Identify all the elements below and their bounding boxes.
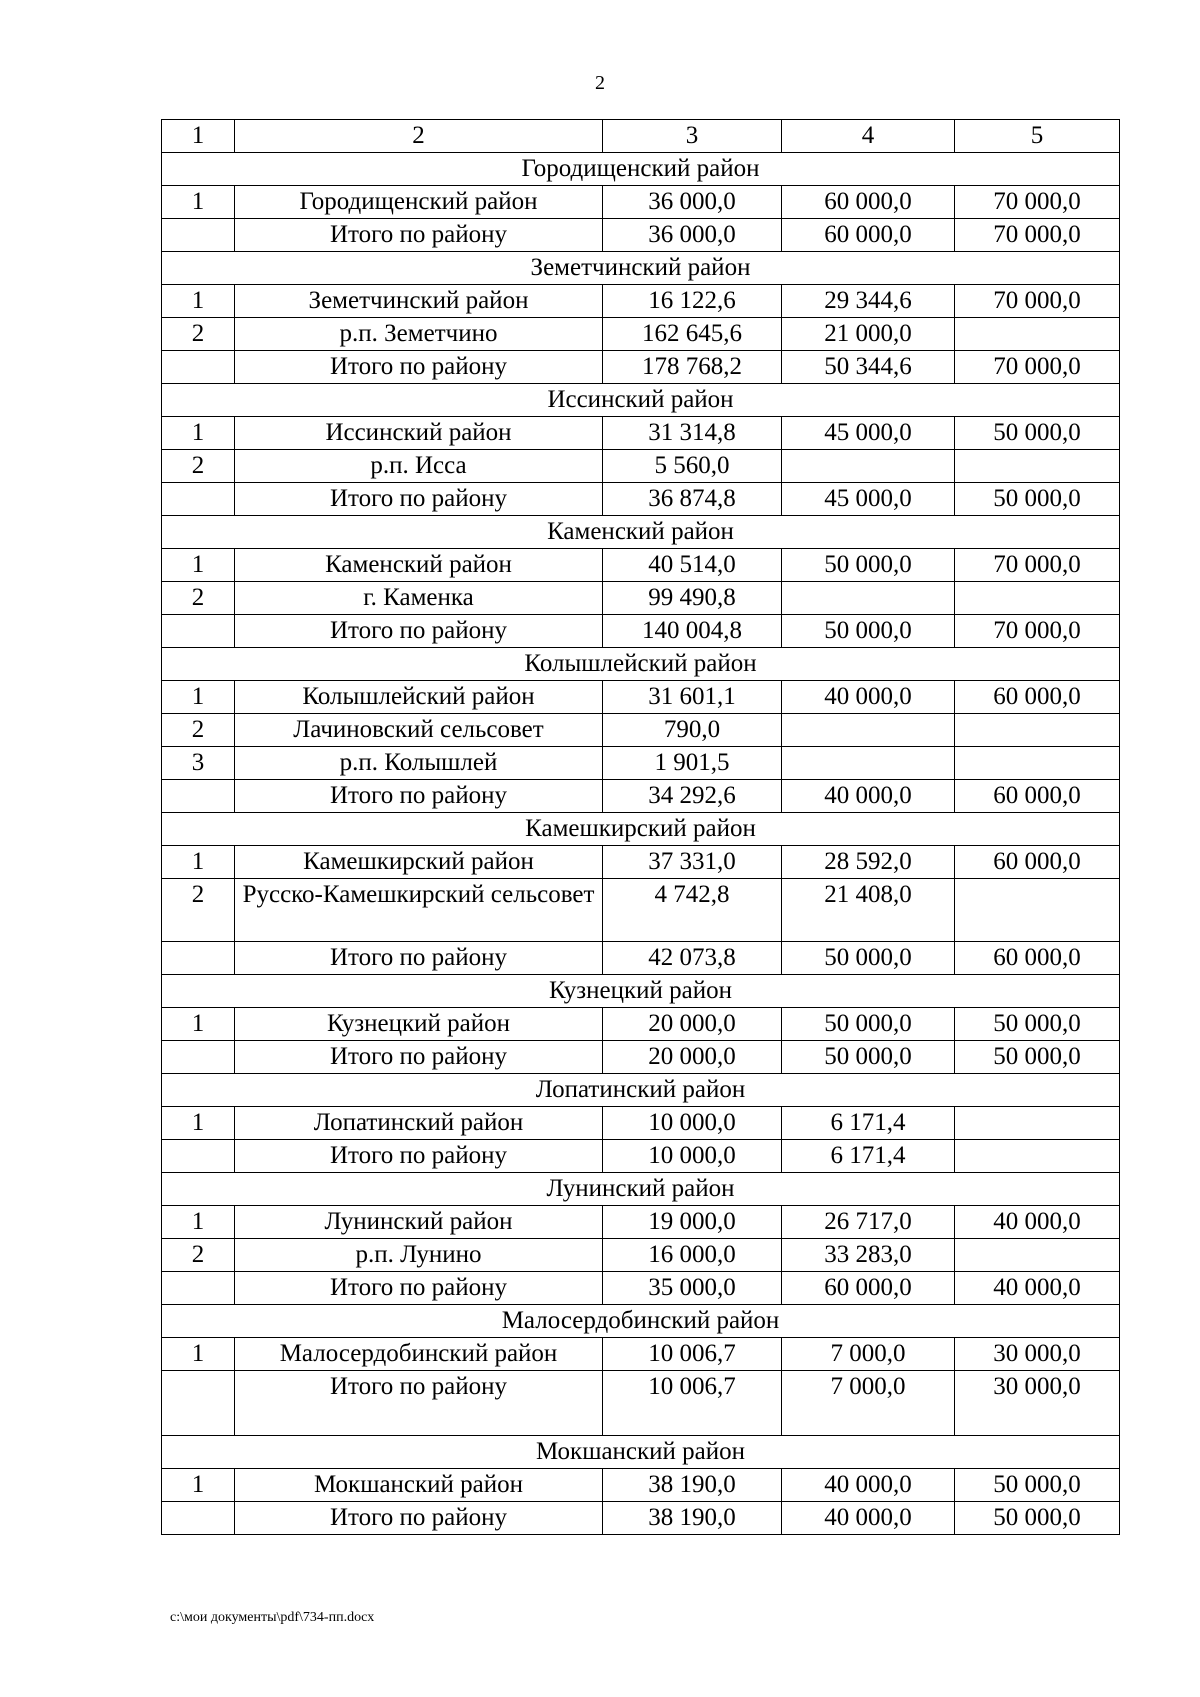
municipality-name: Итого по району [235, 615, 603, 648]
municipality-name: Итого по району [235, 1041, 603, 1074]
district-total-row [162, 1371, 1120, 1436]
district-section-row [162, 153, 1120, 186]
district-total-row [162, 483, 1120, 516]
row-number: 1 [162, 1469, 235, 1502]
row-number: 1 [162, 1206, 235, 1239]
row-number: 2 [162, 582, 235, 615]
amount-col-5: 30 000,0 [955, 1338, 1120, 1371]
table-row [162, 1239, 1120, 1272]
row-number [162, 351, 235, 384]
district-section-row [162, 1305, 1120, 1338]
header-row [162, 120, 1120, 153]
district-total-row [162, 219, 1120, 252]
municipality-name: Иссинский район [235, 417, 603, 450]
row-number: 2 [162, 879, 235, 942]
amount-col-4: 33 283,0 [782, 1239, 955, 1272]
amount-col-4: 40 000,0 [782, 681, 955, 714]
municipality-name: Итого по району [235, 1502, 603, 1535]
table-row [162, 318, 1120, 351]
row-number: 2 [162, 450, 235, 483]
district-total-row [162, 351, 1120, 384]
amount-col-4: 60 000,0 [782, 186, 955, 219]
municipality-name: Каменский район [235, 549, 603, 582]
district-section-row [162, 813, 1120, 846]
municipality-name: Итого по району [235, 942, 603, 975]
amount-col-5 [955, 1140, 1120, 1173]
amount-col-3: 4 742,8 [603, 879, 782, 942]
district-total-row [162, 1272, 1120, 1305]
municipality-name: Камешкирский район [235, 846, 603, 879]
amount-col-3: 5 560,0 [603, 450, 782, 483]
amount-col-3: 31 601,1 [603, 681, 782, 714]
amount-col-5: 40 000,0 [955, 1206, 1120, 1239]
table-row [162, 1338, 1120, 1371]
table-row [162, 450, 1120, 483]
municipality-name: Земетчинский район [235, 285, 603, 318]
row-number [162, 1041, 235, 1074]
table-row [162, 549, 1120, 582]
district-section-title: Камешкирский район [162, 813, 1120, 846]
amount-col-5: 70 000,0 [955, 219, 1120, 252]
amount-col-5: 70 000,0 [955, 186, 1120, 219]
amount-col-5: 70 000,0 [955, 549, 1120, 582]
table-row [162, 417, 1120, 450]
page-number: 2 [595, 72, 605, 94]
district-section-row [162, 1074, 1120, 1107]
amount-col-3: 140 004,8 [603, 615, 782, 648]
amount-col-5: 50 000,0 [955, 1469, 1120, 1502]
table-row [162, 1008, 1120, 1041]
amount-col-4: 7 000,0 [782, 1338, 955, 1371]
column-number-header: 4 [782, 120, 955, 153]
amount-col-5: 60 000,0 [955, 681, 1120, 714]
amount-col-4: 29 344,6 [782, 285, 955, 318]
table-row [162, 681, 1120, 714]
amount-col-5 [955, 1239, 1120, 1272]
row-number [162, 780, 235, 813]
amount-col-4: 28 592,0 [782, 846, 955, 879]
amount-col-3: 99 490,8 [603, 582, 782, 615]
district-total-row [162, 1041, 1120, 1074]
municipality-name: р.п. Колышлей [235, 747, 603, 780]
amount-col-5: 60 000,0 [955, 942, 1120, 975]
amount-col-5: 50 000,0 [955, 483, 1120, 516]
row-number: 1 [162, 846, 235, 879]
amount-col-3: 790,0 [603, 714, 782, 747]
amount-col-3: 10 000,0 [603, 1140, 782, 1173]
table-row [162, 714, 1120, 747]
amount-col-3: 35 000,0 [603, 1272, 782, 1305]
amount-col-3: 10 000,0 [603, 1107, 782, 1140]
amount-col-4: 50 000,0 [782, 549, 955, 582]
municipality-name: р.п. Исса [235, 450, 603, 483]
row-number [162, 942, 235, 975]
table-row [162, 186, 1120, 219]
amount-col-5 [955, 1107, 1120, 1140]
amount-col-3: 20 000,0 [603, 1008, 782, 1041]
amount-col-3: 36 874,8 [603, 483, 782, 516]
row-number [162, 1140, 235, 1173]
amount-col-5 [955, 714, 1120, 747]
amount-col-4: 6 171,4 [782, 1107, 955, 1140]
municipality-name: Лачиновский сельсовет [235, 714, 603, 747]
municipality-name: Итого по району [235, 780, 603, 813]
amount-col-4: 60 000,0 [782, 1272, 955, 1305]
district-total-row [162, 780, 1120, 813]
amount-col-4: 50 000,0 [782, 1041, 955, 1074]
amount-col-5: 50 000,0 [955, 1008, 1120, 1041]
table-row [162, 1206, 1120, 1239]
amount-col-5: 50 000,0 [955, 1041, 1120, 1074]
row-number: 1 [162, 1338, 235, 1371]
amount-col-3: 40 514,0 [603, 549, 782, 582]
amount-col-5: 70 000,0 [955, 285, 1120, 318]
amount-col-4 [782, 582, 955, 615]
row-number: 2 [162, 1239, 235, 1272]
amount-col-3: 16 000,0 [603, 1239, 782, 1272]
amount-col-5 [955, 747, 1120, 780]
district-section-title: Кузнецкий район [162, 975, 1120, 1008]
column-number-header: 2 [235, 120, 603, 153]
row-number: 1 [162, 417, 235, 450]
table-row [162, 285, 1120, 318]
district-section-title: Каменский район [162, 516, 1120, 549]
amount-col-3: 178 768,2 [603, 351, 782, 384]
amount-col-4 [782, 747, 955, 780]
municipality-name: Малосердобинский район [235, 1338, 603, 1371]
municipality-name: Мокшанский район [235, 1469, 603, 1502]
municipality-name: Итого по району [235, 219, 603, 252]
row-number: 1 [162, 1008, 235, 1041]
amount-col-3: 10 006,7 [603, 1338, 782, 1371]
amount-col-4: 7 000,0 [782, 1371, 955, 1436]
district-section-row [162, 516, 1120, 549]
amount-col-3: 19 000,0 [603, 1206, 782, 1239]
table-row [162, 747, 1120, 780]
district-section-title: Мокшанский район [162, 1436, 1120, 1469]
amount-col-5: 50 000,0 [955, 1502, 1120, 1535]
amount-col-4: 50 000,0 [782, 615, 955, 648]
amount-col-5 [955, 582, 1120, 615]
amount-col-5 [955, 879, 1120, 942]
column-number-header: 1 [162, 120, 235, 153]
amount-col-5: 60 000,0 [955, 846, 1120, 879]
row-number [162, 219, 235, 252]
district-section-row [162, 1173, 1120, 1206]
table-row [162, 1469, 1120, 1502]
district-total-row [162, 1502, 1120, 1535]
amount-col-4: 60 000,0 [782, 219, 955, 252]
amount-col-3: 10 006,7 [603, 1371, 782, 1436]
amount-col-3: 38 190,0 [603, 1469, 782, 1502]
amount-col-5: 50 000,0 [955, 417, 1120, 450]
district-section-row [162, 384, 1120, 417]
row-number [162, 1502, 235, 1535]
column-number-header: 3 [603, 120, 782, 153]
district-total-row [162, 942, 1120, 975]
district-section-title: Лунинский район [162, 1173, 1120, 1206]
district-section-title: Земетчинский район [162, 252, 1120, 285]
table-row [162, 846, 1120, 879]
amount-col-3: 42 073,8 [603, 942, 782, 975]
amount-col-4: 40 000,0 [782, 1469, 955, 1502]
municipality-name: р.п. Земетчино [235, 318, 603, 351]
municipality-name: Колышлейский район [235, 681, 603, 714]
district-total-row [162, 615, 1120, 648]
table-row [162, 879, 1120, 942]
row-number [162, 1272, 235, 1305]
amount-col-4: 40 000,0 [782, 780, 955, 813]
amount-col-4 [782, 450, 955, 483]
row-number: 1 [162, 681, 235, 714]
row-number: 2 [162, 714, 235, 747]
municipality-name: р.п. Лунино [235, 1239, 603, 1272]
district-section-title: Колышлейский район [162, 648, 1120, 681]
municipality-name: Итого по району [235, 483, 603, 516]
district-section-title: Лопатинский район [162, 1074, 1120, 1107]
row-number: 1 [162, 285, 235, 318]
district-total-row [162, 1140, 1120, 1173]
amount-col-3: 36 000,0 [603, 186, 782, 219]
amount-col-4: 26 717,0 [782, 1206, 955, 1239]
row-number [162, 615, 235, 648]
amount-col-5: 70 000,0 [955, 351, 1120, 384]
amount-col-3: 38 190,0 [603, 1502, 782, 1535]
amount-col-4: 21 000,0 [782, 318, 955, 351]
row-number [162, 483, 235, 516]
amount-col-3: 31 314,8 [603, 417, 782, 450]
district-section-title: Городищенский район [162, 153, 1120, 186]
amount-col-5: 40 000,0 [955, 1272, 1120, 1305]
municipality-name: Кузнецкий район [235, 1008, 603, 1041]
amount-col-3: 162 645,6 [603, 318, 782, 351]
amount-col-5 [955, 318, 1120, 351]
municipality-name: Итого по району [235, 1371, 603, 1436]
district-section-title: Иссинский район [162, 384, 1120, 417]
amount-col-5: 30 000,0 [955, 1371, 1120, 1436]
row-number: 1 [162, 1107, 235, 1140]
footer-file-path: c:\мои документы\pdf\734-пп.docx [170, 1610, 375, 1625]
amount-col-3: 16 122,6 [603, 285, 782, 318]
amount-col-4: 50 000,0 [782, 942, 955, 975]
district-section-row [162, 648, 1120, 681]
amount-col-4: 6 171,4 [782, 1140, 955, 1173]
amount-col-4: 50 000,0 [782, 1008, 955, 1041]
municipality-name: Лунинский район [235, 1206, 603, 1239]
amount-col-4: 40 000,0 [782, 1502, 955, 1535]
amount-col-3: 37 331,0 [603, 846, 782, 879]
row-number: 1 [162, 186, 235, 219]
municipality-name: Русско-Камешкирский сельсовет [235, 879, 603, 942]
municipality-name: Лопатинский район [235, 1107, 603, 1140]
amount-col-5 [955, 450, 1120, 483]
row-number: 1 [162, 549, 235, 582]
amount-col-4: 45 000,0 [782, 417, 955, 450]
column-number-header: 5 [955, 120, 1120, 153]
municipality-name: г. Каменка [235, 582, 603, 615]
municipality-name: Итого по району [235, 1272, 603, 1305]
amount-col-4: 45 000,0 [782, 483, 955, 516]
table-row [162, 582, 1120, 615]
row-number: 3 [162, 747, 235, 780]
amount-col-5: 70 000,0 [955, 615, 1120, 648]
row-number [162, 1371, 235, 1436]
municipality-name: Городищенский район [235, 186, 603, 219]
row-number: 2 [162, 318, 235, 351]
district-section-row [162, 1436, 1120, 1469]
amount-col-3: 36 000,0 [603, 219, 782, 252]
amount-col-3: 1 901,5 [603, 747, 782, 780]
amount-col-3: 34 292,6 [603, 780, 782, 813]
amount-col-4 [782, 714, 955, 747]
amount-col-4: 50 344,6 [782, 351, 955, 384]
district-section-title: Малосердобинский район [162, 1305, 1120, 1338]
district-section-row [162, 975, 1120, 1008]
district-section-row [162, 252, 1120, 285]
table-row [162, 1107, 1120, 1140]
municipality-name: Итого по району [235, 351, 603, 384]
municipality-name: Итого по району [235, 1140, 603, 1173]
allocation-table [161, 119, 1120, 1535]
amount-col-5: 60 000,0 [955, 780, 1120, 813]
amount-col-4: 21 408,0 [782, 879, 955, 942]
amount-col-3: 20 000,0 [603, 1041, 782, 1074]
